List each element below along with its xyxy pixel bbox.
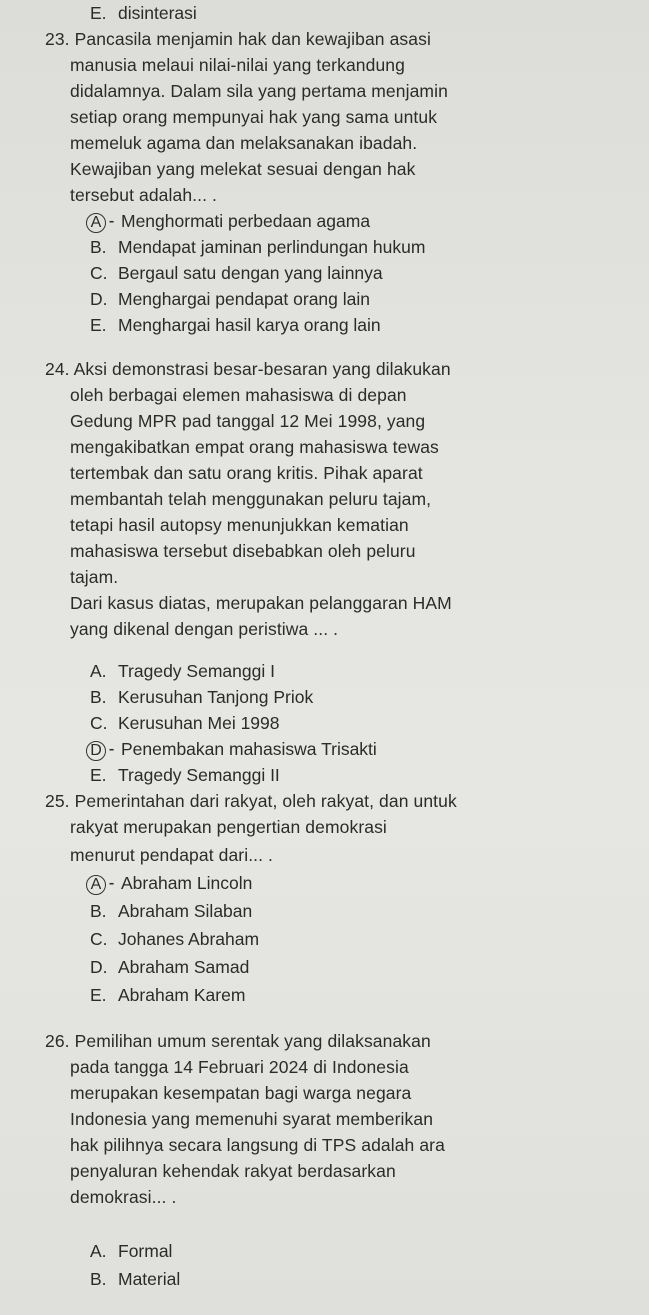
q23-line-1: 23. Pancasila menjamin hak dan kewajiban asasi (45, 29, 431, 49)
q25-option-c[interactable] (90, 928, 259, 950)
option-letter: B. (90, 901, 107, 921)
option-letter: E. (90, 765, 107, 785)
q24-option-b[interactable] (90, 686, 313, 708)
q25-line-1: 25. Pemerintahan dari rakyat, oleh rakyat, dan untuk (45, 791, 457, 811)
q26-line-5: hak pilihnya secara langsung di TPS adalah ara (70, 1135, 445, 1155)
option-text: Penembakan mahasiswa Trisakti (121, 739, 377, 759)
option-text: disinterasi (118, 3, 197, 23)
q23-line-6: Kewajiban yang melekat sesuai dengan hak (70, 159, 416, 179)
option-text: Mendapat jaminan perlindungan hukum (118, 237, 426, 257)
q24-line-5: tertembak dan satu orang kritis. Pihak aparat (70, 463, 423, 483)
q24-option-e[interactable] (90, 764, 280, 786)
option-text: Formal (118, 1241, 173, 1261)
option-text: Tragedy Semanggi II (118, 765, 280, 785)
option-letter: D. (90, 289, 108, 309)
option-letter: E. (90, 3, 107, 23)
q23-option-c[interactable] (90, 262, 383, 284)
q23-option-e[interactable] (90, 314, 381, 336)
option-text: Johanes Abraham (118, 929, 260, 949)
option-letter: B. (90, 237, 107, 257)
q23-line-3: didalamnya. Dalam sila yang pertama menjamin (70, 81, 448, 101)
option-text: Kerusuhan Tanjong Priok (118, 687, 314, 707)
q23-option-b[interactable] (90, 236, 425, 258)
q26-option-b[interactable] (90, 1268, 180, 1290)
option-e-prev (90, 2, 197, 24)
q24-line-2: oleh berbagai elemen mahasiswa di depan (70, 385, 407, 405)
q25-option-a[interactable] (90, 872, 252, 895)
circled-answer-mark: A (86, 213, 106, 233)
q25-option-b[interactable] (90, 900, 252, 922)
q26-line-7: demokrasi... . (70, 1187, 177, 1207)
q26-line-1: 26. Pemilihan umum serentak yang dilaksanakan (45, 1031, 431, 1051)
option-letter: C. (90, 929, 108, 949)
option-letter: D. (90, 957, 108, 977)
circled-answer-mark: A (86, 875, 106, 895)
option-letter: E. (90, 315, 107, 335)
q26-line-6: penyaluran kehendak rakyat berdasarkan (70, 1161, 396, 1181)
q26-line-3: merupakan kesempatan bagi warga negara (70, 1083, 412, 1103)
q23-line-5: memeluk agama dan melaksanakan ibadah. (70, 133, 418, 153)
option-text: Menghargai pendapat orang lain (118, 289, 370, 309)
q23-line-2: manusia melaui nilai-nilai yang terkandung (70, 55, 405, 75)
q24-line-9: tajam. (70, 567, 119, 587)
option-text: Abraham Samad (118, 957, 250, 977)
q25-line-3: menurut pendapat dari... . (70, 845, 274, 865)
tick-mark-icon: ⁃ (108, 742, 115, 758)
q24-line-3: Gedung MPR pad tanggal 12 Mei 1998, yang (70, 411, 426, 431)
q23-line-4: setiap orang mempunyai hak yang sama untuk (70, 107, 438, 127)
q24-line-11: yang dikenal dengan peristiwa ... . (70, 619, 339, 639)
option-text: Abraham Silaban (118, 901, 253, 921)
q24-line-6: membantah telah menggunakan peluru tajam, (70, 489, 432, 509)
q26-line-2: pada tangga 14 Februari 2024 di Indonesia (70, 1057, 409, 1077)
option-text: Tragedy Semanggi I (118, 661, 275, 681)
q25-line-2: rakyat merupakan pengertian demokrasi (70, 817, 387, 837)
option-text: Abraham Karem (118, 985, 246, 1005)
q23-option-d[interactable] (90, 288, 370, 310)
q23-line-7: tersebut adalah... . (70, 185, 217, 205)
q24-line-1: 24. Aksi demonstrasi besar-besaran yang dilakukan (45, 359, 451, 379)
q24-option-d[interactable] (90, 738, 377, 761)
option-letter: A. (90, 661, 107, 681)
option-text: Menghargai hasil karya orang lain (118, 315, 381, 335)
option-text: Bergaul satu dengan yang lainnya (118, 263, 383, 283)
option-letter: E. (90, 985, 107, 1005)
option-letter: B. (90, 687, 107, 707)
option-letter: C. (90, 263, 108, 283)
option-letter: B. (90, 1269, 107, 1289)
option-text: Abraham Lincoln (121, 873, 253, 893)
q24-line-10: Dari kasus diatas, merupakan pelanggaran HAM (70, 593, 452, 613)
q26-option-a[interactable] (90, 1240, 172, 1262)
q24-line-4: mengakibatkan empat orang mahasiswa tewas (70, 437, 439, 457)
tick-mark-icon: ⁃ (108, 214, 115, 230)
q25-option-d[interactable] (90, 956, 249, 978)
q24-option-c[interactable] (90, 712, 280, 734)
q24-line-7: tetapi hasil autopsy menunjukkan kematian (70, 515, 409, 535)
q25-option-e[interactable] (90, 984, 245, 1006)
option-text: Material (118, 1269, 181, 1289)
option-text: Kerusuhan Mei 1998 (118, 713, 280, 733)
tick-mark-icon: ⁃ (108, 876, 115, 892)
option-letter: A. (90, 1241, 107, 1261)
option-letter: C. (90, 713, 108, 733)
q26-line-4: Indonesia yang memenuhi syarat memberikan (70, 1109, 434, 1129)
q23-option-a[interactable] (90, 210, 370, 233)
q24-line-8: mahasiswa tersebut disebabkan oleh peluru (70, 541, 416, 561)
option-text: Menghormati perbedaan agama (121, 211, 371, 231)
q24-option-a[interactable] (90, 660, 275, 682)
circled-answer-mark: D (86, 741, 106, 761)
